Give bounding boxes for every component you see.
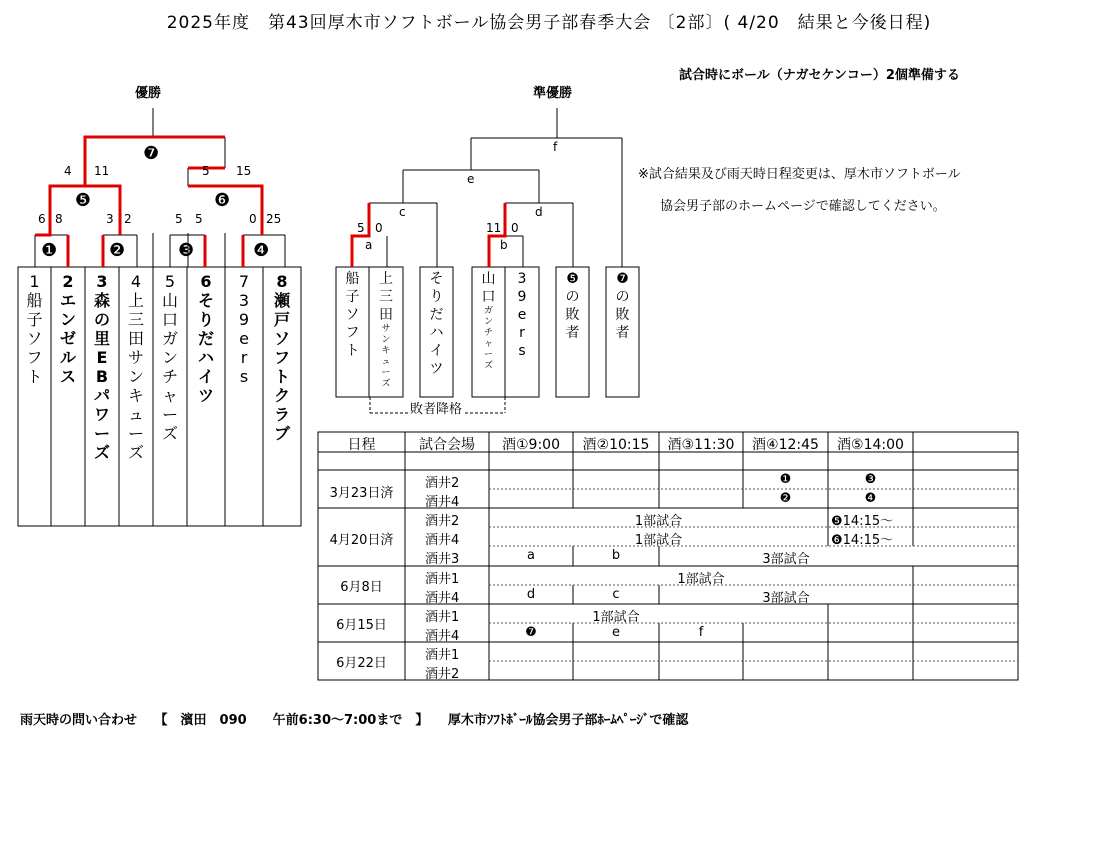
team-name: 6 そ り だ ハ イ ツ: [197, 272, 214, 405]
col-header-slot2: 酒②10:15: [582, 437, 650, 453]
score: 0: [511, 221, 519, 235]
result-note-line1: ※試合結果及び雨天時日程変更は、厚木市ソフトボール: [638, 167, 961, 182]
score: 4: [64, 164, 72, 178]
score: 5: [175, 212, 183, 226]
qf-mark-2: ❷: [109, 240, 126, 261]
score: 2: [124, 212, 132, 226]
col-header-slot3: 酒③11:30: [667, 437, 735, 453]
team-name: 8 瀬 戸 ソ フ ト ク ラ ブ: [273, 272, 290, 443]
node-label: d: [535, 205, 543, 219]
col-header-venue: 試合会場: [419, 437, 475, 453]
runnerup-team: 上 三 田 サ ン キ ュ ー ズ: [379, 271, 393, 389]
runnerup-team: ❺ の 敗 者: [565, 271, 580, 341]
venue-cell: 酒井3: [425, 552, 460, 567]
loser-note: 敗者降格: [408, 398, 464, 417]
col-header-date: 日程: [347, 437, 376, 453]
match-label: e: [612, 625, 620, 640]
runnerup-team: そ り だ ハ イ ツ: [429, 271, 444, 377]
match-mark: ❻14:15～: [831, 533, 894, 548]
score: 11: [94, 164, 110, 178]
winner-label: 優勝: [135, 86, 162, 101]
venue-cell: 酒井1: [425, 572, 460, 587]
match-label: f: [698, 625, 704, 640]
division-cell: 3部試合: [762, 591, 810, 606]
team-name: 4 上 三 田 サ ン キ ュ ー ズ: [127, 272, 144, 462]
score: 8: [55, 212, 63, 226]
venue-cell: 酒井1: [425, 648, 460, 663]
score: 5: [195, 212, 203, 226]
match-mark: ❷: [779, 491, 792, 506]
team-name: 3 森 の 里 E B パ ワ ー ズ: [93, 272, 110, 462]
division-cell: 1部試合: [634, 533, 683, 548]
node-label: f: [553, 140, 558, 154]
node-label: a: [365, 238, 373, 252]
team-name: 1 船 子 ソ フ ト: [26, 272, 43, 386]
venue-cell: 酒井2: [425, 667, 460, 682]
score: 11: [486, 221, 502, 235]
runnerup-team: 山 口 ガ ン チ ャ ー ズ: [481, 271, 496, 371]
runnerup-team: 船 子 ソ フ ト: [345, 271, 360, 359]
team-name: 5 山 口 ガ ン チ ャ ー ズ: [161, 272, 178, 443]
date-cell: 3月23日済: [329, 486, 394, 501]
division-cell: 1部試合: [677, 572, 725, 587]
col-header-slot4: 酒④12:45: [752, 437, 819, 453]
semi-mark-5: ❺: [75, 190, 92, 211]
score: 6: [38, 212, 46, 226]
match-mark: ❺14:15～: [831, 514, 894, 529]
match-label: d: [526, 587, 536, 602]
team-name: 7 3 9 e r s: [238, 272, 250, 386]
match-mark: ❼: [525, 625, 537, 640]
qf-mark-3: ❸: [178, 240, 195, 261]
semi-mark-6: ❻: [214, 190, 231, 211]
venue-cell: 酒井1: [425, 610, 460, 625]
date-cell: 6月22日: [336, 656, 387, 671]
date-cell: 4月20日済: [329, 533, 394, 548]
ball-note: 試合時にボール（ナガセケンコー）2個準備する: [679, 68, 960, 83]
match-mark: ❶: [779, 472, 792, 487]
match-label: a: [527, 548, 535, 563]
node-label: e: [467, 172, 475, 186]
division-cell: 3部試合: [762, 552, 810, 567]
col-header-slot5: 酒⑤14:00: [837, 437, 904, 453]
score: 0: [375, 221, 383, 235]
score: 3: [106, 212, 114, 226]
score: 15: [236, 164, 252, 178]
venue-cell: 酒井2: [425, 514, 460, 529]
match-mark: ❹: [864, 491, 877, 506]
division-cell: 1部試合: [592, 610, 640, 625]
venue-cell: 酒井4: [425, 495, 460, 510]
col-header-slot1: 酒①9:00: [502, 437, 560, 453]
venue-cell: 酒井4: [425, 591, 460, 606]
venue-cell: 酒井4: [425, 629, 460, 644]
match-label: b: [611, 548, 621, 563]
date-cell: 6月8日: [340, 580, 383, 595]
footer-contact: 雨天時の問い合わせ 【 濱田 090 午前6:30～7:00まで 】 厚木市ｿﾌﾄﾎﾞｰﾙ協会男子部ﾎｰﾑﾍﾟｰｼﾞで確認: [20, 713, 689, 728]
division-cell: 1部試合: [634, 514, 683, 529]
node-label: b: [500, 238, 508, 252]
qf-mark-1: ❶: [41, 240, 58, 261]
runnerup-team: 3 9 e r s: [517, 271, 527, 359]
qf-mark-4: ❹: [253, 240, 270, 261]
node-label: c: [399, 205, 406, 219]
match-mark: ❸: [864, 472, 877, 487]
team-name: 2 エ ン ゼ ル ス: [59, 272, 76, 386]
venue-cell: 酒井4: [425, 533, 460, 548]
runnerup-label: 準優勝: [533, 86, 573, 101]
final-mark: ❼: [143, 143, 160, 164]
result-note-line2: 協会男子部のホームページで確認してください。: [660, 199, 946, 214]
page-title: 2025年度 第43回厚木市ソフトボール協会男子部春季大会 〔2部〕( 4/20 結果と今後日程): [166, 13, 932, 33]
score: 25: [266, 212, 282, 226]
date-cell: 6月15日: [336, 618, 387, 633]
score: 5: [357, 221, 365, 235]
runnerup-team: ❼ の 敗 者: [615, 271, 630, 341]
match-label: c: [612, 587, 620, 602]
venue-cell: 酒井2: [425, 476, 460, 491]
score: 5: [202, 164, 210, 178]
score: 0: [249, 212, 257, 226]
